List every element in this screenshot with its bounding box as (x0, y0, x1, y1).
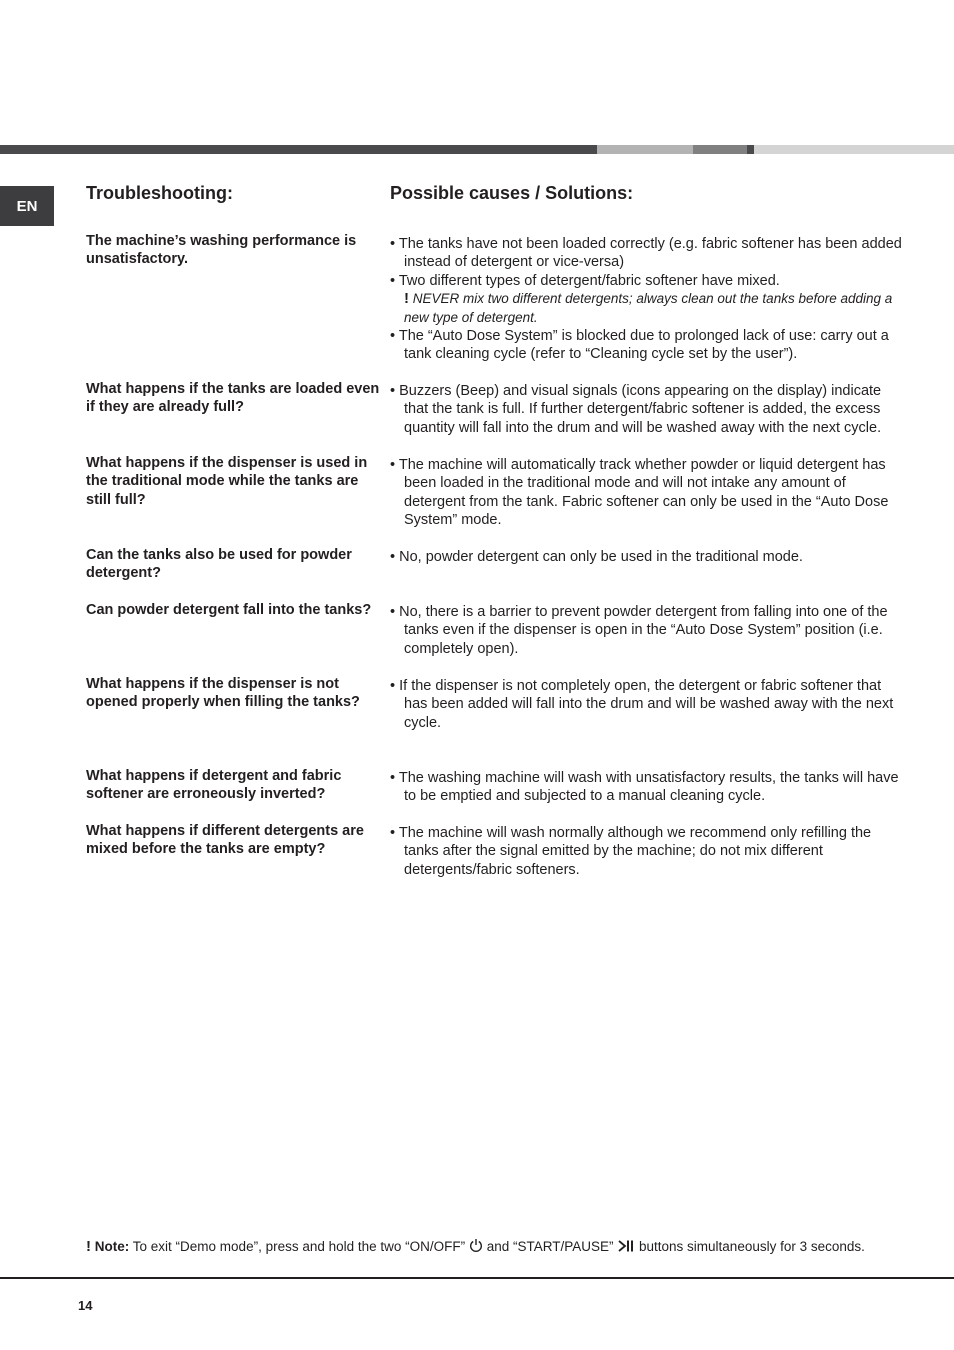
answer-3 (390, 456, 904, 530)
note-text-1: To exit “Demo mode”, press and hold the two “ON/OFF” (132, 1239, 466, 1254)
question-3: What happens if the dispenser is used in the traditional mode while the tanks are still full? (86, 455, 368, 508)
answer-item: • No, there is a barrier to prevent powder detergent from falling into one of the tanks even if the dispenser is open in the “Auto Dose System” position (i.e. completely open). (390, 604, 888, 657)
play-pause-icon (617, 1239, 635, 1256)
answer-6 (390, 677, 904, 732)
note-label: Note: (94, 1239, 130, 1254)
question-4: Can the tanks also be used for powder detergent? (86, 547, 352, 582)
note-text-3: buttons simultaneously for 3 seconds. (639, 1239, 865, 1254)
header-bar-segment (747, 145, 754, 154)
solutions-heading: Possible causes / Solutions: (390, 183, 634, 203)
demo-mode-note (86, 1238, 946, 1256)
answer-2 (390, 382, 904, 437)
header-bar-segment (693, 145, 747, 154)
answer-4 (390, 548, 904, 566)
note-text-2: and “START/PAUSE” (486, 1239, 614, 1254)
question-7: What happens if detergent and fabric softener are erroneously inverted? (86, 768, 342, 803)
page-number: 14 (78, 1298, 93, 1313)
troubleshooting-heading: Troubleshooting: (86, 183, 233, 203)
answer-5 (390, 603, 904, 658)
question-1: The machine’s washing performance is unsatisfactory. (86, 233, 357, 268)
warning-mark: ! (404, 290, 409, 308)
answer-item: • If the dispenser is not completely open, the detergent or fabric softener that has been added will fall into the drum and will be washed away with the next cycle. (390, 678, 894, 731)
answer-item: • The washing machine will wash with unsatisfactory results, the tanks will have to be emptied and subjected to a manual cleaning cycle. (390, 770, 899, 805)
answer-8 (390, 824, 904, 879)
answer-item: • No, powder detergent can only be used in the traditional mode. (390, 549, 803, 565)
header-bar-segment (597, 145, 693, 154)
answer-item: • The tanks have not been loaded correctly (e.g. fabric softener has been added instead of detergent or vice-versa) (390, 236, 902, 271)
answer-item: • Two different types of detergent/fabric softener have mixed. (390, 272, 780, 289)
answer-item: • The machine will wash normally although we recommend only refilling the tanks after the signal emitted by the machine; do not mix different detergents/fabric softeners. (390, 825, 872, 878)
question-5: Can powder detergent fall into the tanks? (86, 602, 372, 618)
footer-rule (0, 1277, 954, 1279)
header-bar-segment (754, 145, 954, 154)
question-6: What happens if the dispenser is not opened properly when filling the tanks? (86, 676, 360, 711)
question-2: What happens if the tanks are loaded even if they are already full? (86, 381, 380, 416)
answer-item: • The “Auto Dose System” is blocked due to prolonged lack of use: carry out a tank cleaning cycle (refer to “Cleaning cycle set by the user”). (390, 328, 889, 363)
answer-item: • Buzzers (Beep) and visual signals (icons appearing on the display) indicate that the tank is full. If further detergent/fabric softener is added, the excess quantity will fall into the drum and will be washed away with the next cycle. (390, 383, 882, 436)
note-mark: ! (86, 1238, 91, 1255)
warning-text: NEVER mix two different detergents; always clean out the tanks before adding a new type of detergent. (404, 291, 893, 325)
header-bar-segment (0, 145, 597, 154)
answer-7 (390, 769, 904, 806)
answer-1 (390, 235, 904, 364)
answer-item: • The machine will automatically track whether powder or liquid detergent has been loaded in the traditional mode and will not intake any amount of detergent from the tank. Fabric softener can only be used in the “Auto Dose System” mode. (390, 457, 889, 529)
question-8: What happens if different detergents are mixed before the tanks are empty? (86, 823, 364, 858)
warning-item (390, 290, 904, 327)
power-icon (469, 1238, 483, 1256)
language-tab: EN (0, 186, 54, 226)
